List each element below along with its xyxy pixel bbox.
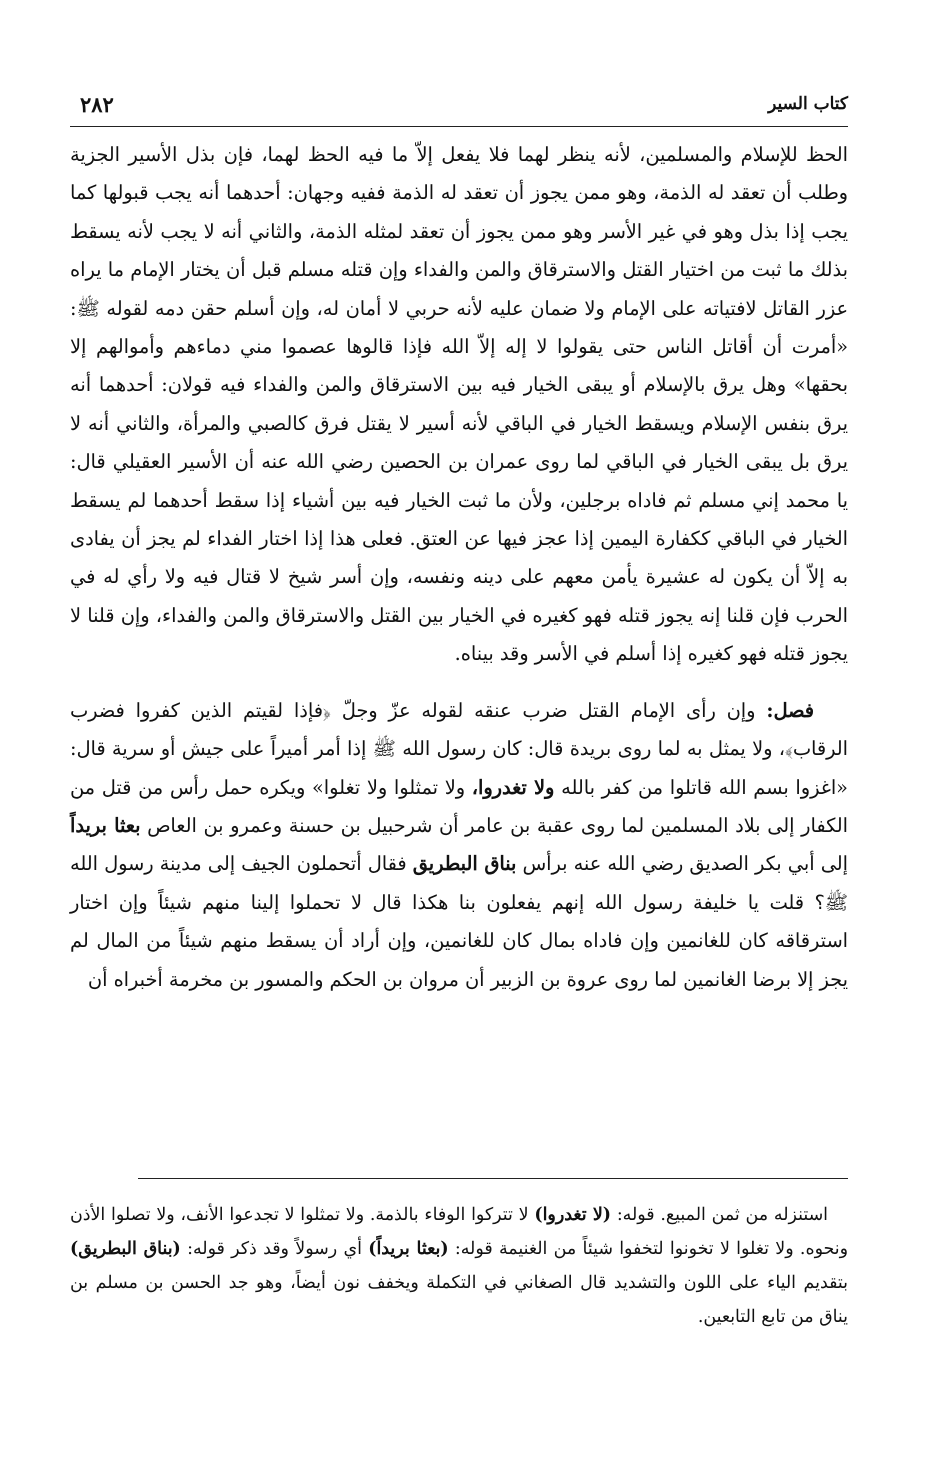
bold-phrase-3: بناق البطريق <box>412 852 517 876</box>
header-rule <box>70 126 848 127</box>
bold-phrase-2: بعثا بريداً <box>70 813 141 837</box>
paragraph-1: الحظ للإسلام والمسلمين، لأنه ينظر لهما فلا يفعل إلاّ ما فيه الحظ لهما، فإن بذل الأسير الجزية وطلب أن تعقد له الذمة، وهو ممن يجوز أن تعقد له الذمة ففيه وجهان: أحدهما أنه يجب قبولها كما يجب إذا بذل وهو في غير الأسر وهو ممن يجوز أن تعقد لمثله الذمة، والثاني أنه لا يجب لأنه يسقط بذلك ما ثبت من اختيار القتل والاسترقاق والمن والفداء وإن قتله مسلم قبل أن يختار الإمام ما يراه عزر القاتل لافتياته على الإمام ولا ضمان عليه لأنه حربي لا أمان له، وإن أسلم حقن دمه لقوله ﷺ: «أمرت أن أقاتل الناس حتى يقولوا لا إله إلاّ الله فإذا قالوها عصموا مني دماءهم وأموالهم إلا بحقها» وهل يرق بالإسلام أو يبقى الخيار فيه بين الاسترقاق والمن والفداء فيه قولان: أحدهما أنه يرق بنفس الإسلام ويسقط الخيار في الباقي لأنه أسير لا يقتل فرق كالصبي والمرأة، والثاني أنه لا يرق بل يبقى الخيار في الباقي لما روى عمران بن الحصين رضي الله عنه أن الأسير العقيلي قال: يا محمد إني مسلم ثم فاداه برجلين، ولأن ما ثبت الخيار فيه بين أشياء إذا سقط أحدهما لم يسقط الخيار في الباقي ككفارة اليمين إذا عجز فيها عن العتق. فعلى هذا إذا اختار الفداء لم يجز أن يفادى به إلاّ أن يكون له عشيرة يأمن معهم على دينه ونفسه، وإن أسر شيخ لا قتال فيه ولا رأي له في الحرب فإن قلنا إنه يجوز قتله فهو كغيره في الخيار بين القتل والاسترقاق والمن والفداء، وإن قلنا لا يجوز قتله فهو كغيره إذا أسلم في الأسر وقد بيناه. <box>70 143 848 666</box>
footnote-part-d: بتقديم الياء على اللون والتشديد قال الصغاني في التكملة ويخفف نون أيضاً، وهو جد الحسن بن مسلم بن يناق من تابع التابعين. <box>70 1273 848 1327</box>
footnote-term-1: (لا تغدروا) <box>534 1205 612 1225</box>
paragraph-2-part-a: وإن رأى الإمام القتل ضرب عنقه لقوله عزّ وجلّ ﴿فإذا لقيتم الذين كفروا فضرب الرقاب﴾، ولا يمثل به لما روى بريدة قال: كان رسول الله ﷺ إذا أمر أميراً على جيش أو سرية قال: «اغزوا بسم الله قاتلوا من كفر بالله <box>70 698 848 799</box>
footnote-part-b: لا تتركوا الوفاء بالذمة. ولا تمثلوا لا تجدعوا الأنف، ولا تصلوا الأذن ونحوه. ولا تغلوا لا تخونوا لتخفوا شيئاً من الغنيمة قوله: <box>70 1205 849 1259</box>
section-label: فصل: <box>766 698 814 722</box>
page-header <box>70 86 848 126</box>
paragraph-2-part-b: ولا تمثلوا ولا تغلوا» ويكره حمل رأس من قتل من الكفار إلى بلاد المسلمين لما روى عقبة بن عامر أن شرحبيل بن حسنة وعمرو بن العاص <box>70 775 848 837</box>
footnote-paragraph <box>70 1198 848 1334</box>
bold-phrase-1: ولا تغدروا، <box>471 775 555 799</box>
footnote-rule <box>138 1178 848 1179</box>
running-title: كتاب السير <box>768 94 848 114</box>
page-number: ٢٨٢ <box>80 92 114 117</box>
paragraph-2-part-c: إلى أبي بكر الصديق رضي الله عنه برأس <box>522 852 848 876</box>
paragraph-2 <box>70 692 848 999</box>
footnote-part-a: استنزله من ثمن المبيع. قوله: <box>616 1205 829 1225</box>
footnote-term-2: (بعثا بريداً) <box>368 1239 449 1259</box>
footnote-part-c: أي رسولاً وقد ذكر قوله: <box>187 1239 362 1259</box>
footnotes <box>70 1198 848 1334</box>
book-page <box>70 86 848 1406</box>
paragraph-2-part-d: فقال أتحملون الجيف إلى مدينة رسول الله ﷺ؟ قلت يا خليفة رسول الله إنهم يفعلون بنا هكذا قال لا تحملوا إلينا منهم شيئاً وإن اختار استرقاقه كان للغانمين وإن فاداه بمال كان للغانمين، وإن أراد أن يسقط منهم شيئاً من المال لم يجز إلا برضا الغانمين لما روى عروة بن الزبير أن مروان بن الحكم والمسور بن مخرمة أخبراه أن <box>70 852 848 991</box>
footnote-term-3: (بناق البطريق) <box>70 1239 181 1259</box>
main-text <box>70 136 848 999</box>
